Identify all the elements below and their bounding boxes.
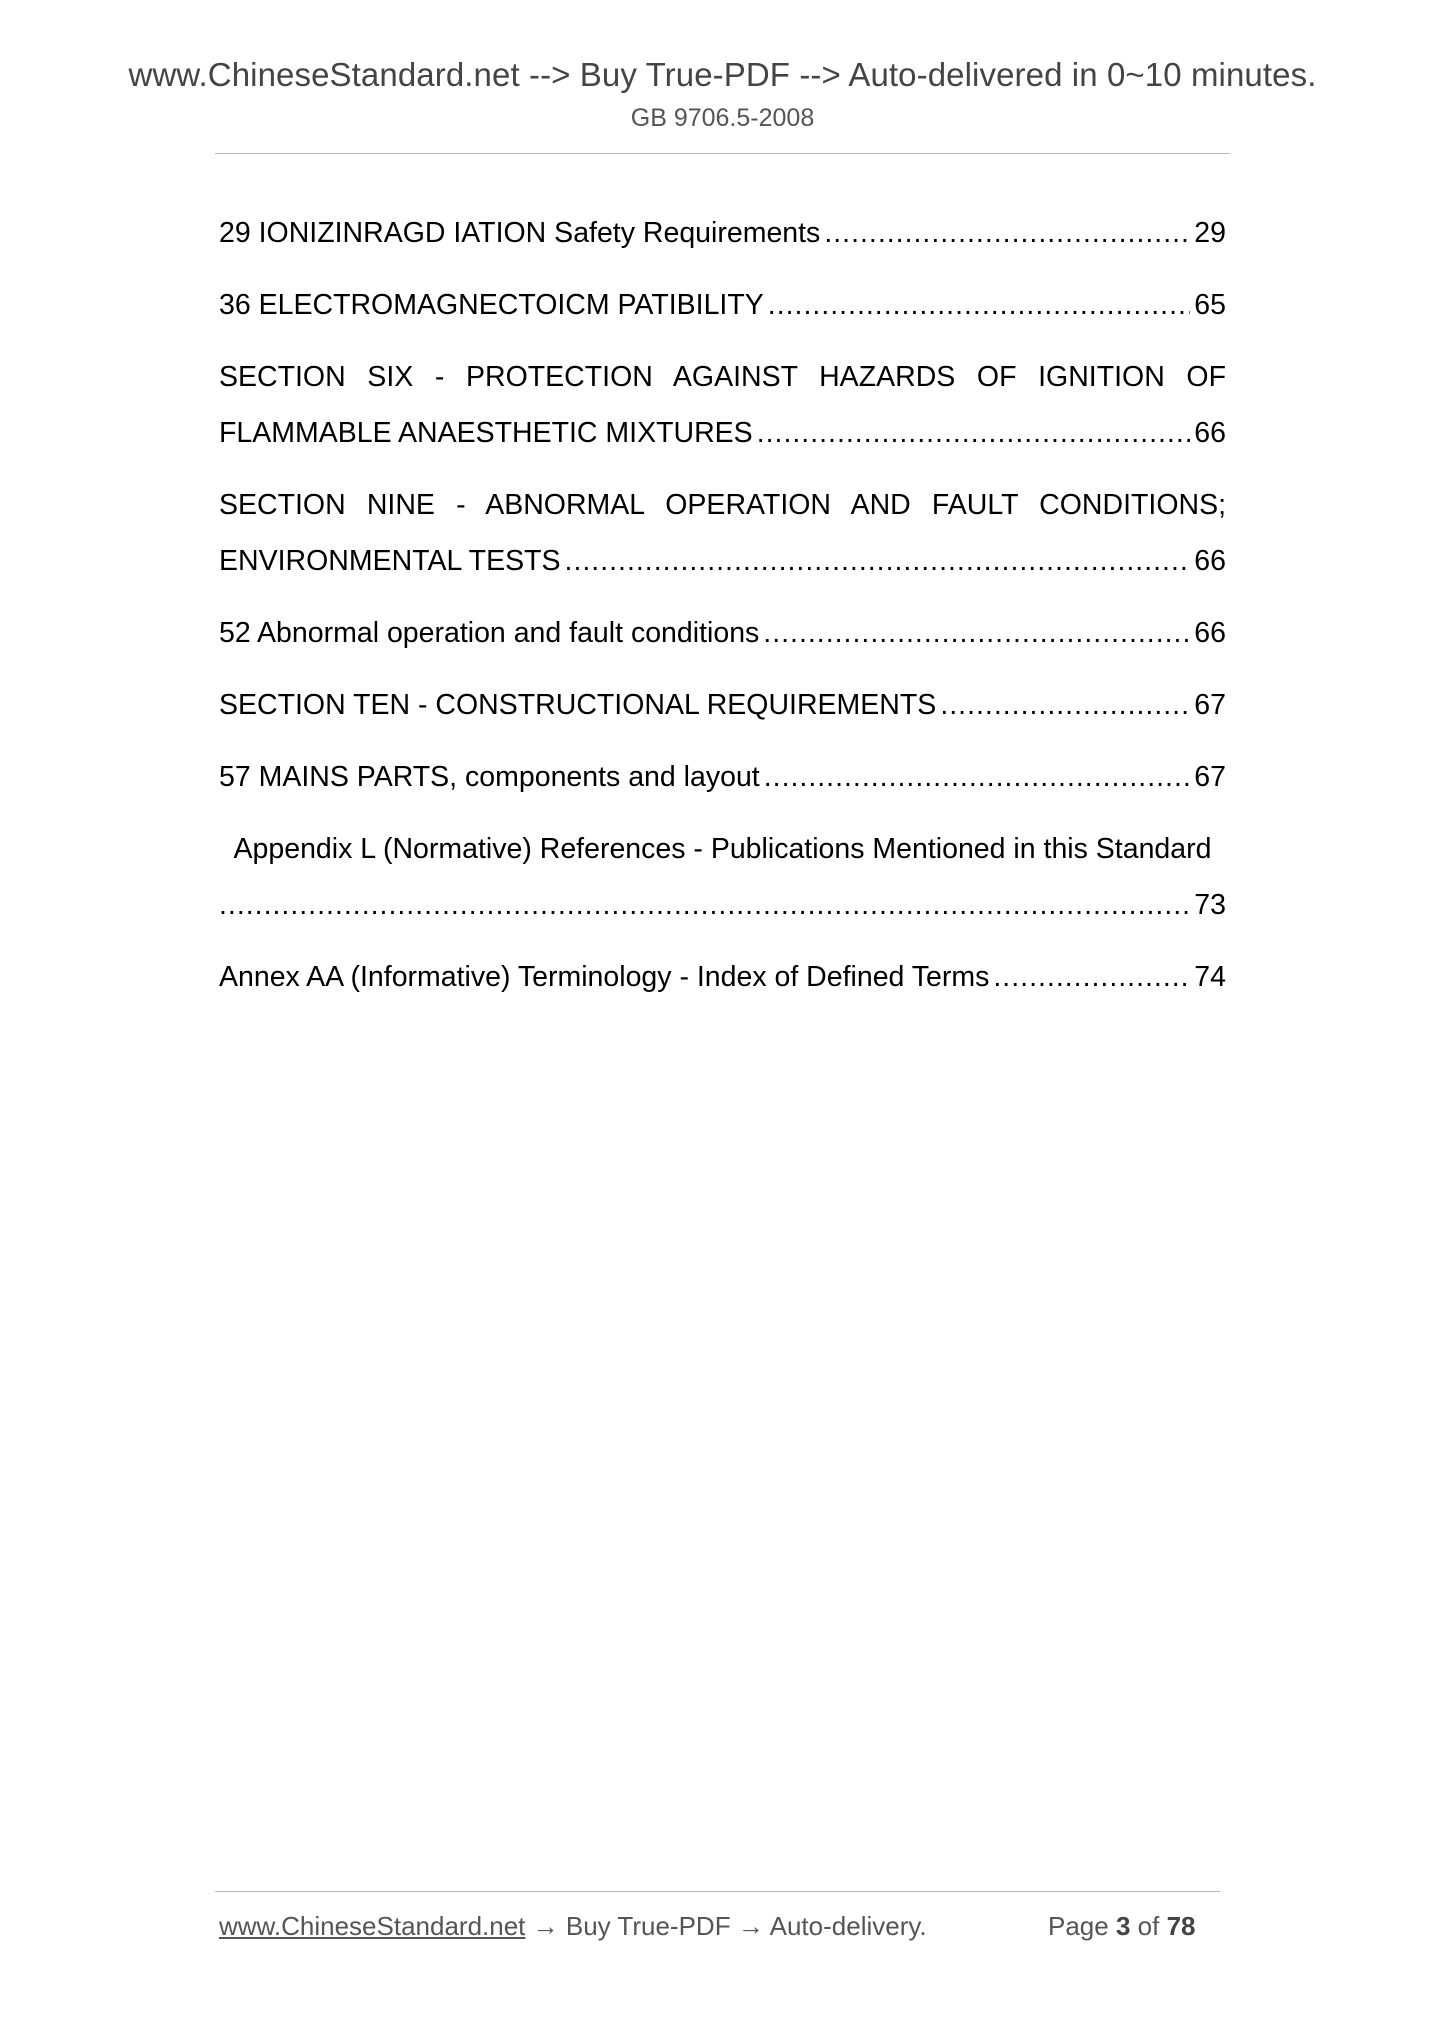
- header-banner: www.ChineseStandard.net --> Buy True-PDF --> Auto-delivered in 0~10 minutes.: [128, 56, 1317, 93]
- toc-entry-mains-parts[interactable]: [219, 749, 1226, 805]
- toc-entry-title: SECTION TEN - CONSTRUCTIONAL REQUIREMENTS: [219, 689, 937, 721]
- page-indicator: [1048, 1911, 1196, 1942]
- toc-entry-page: 65: [1194, 289, 1226, 321]
- toc-entry-page: 66: [1194, 545, 1226, 577]
- toc-entry-title-line2: FLAMMABLE ANAESTHETIC MIXTURES: [219, 417, 753, 449]
- website-link[interactable]: www.ChineseStandard.net: [219, 1911, 526, 1941]
- toc-leader-dots: [219, 877, 1190, 933]
- toc-entry-ionizing-radiation[interactable]: [219, 205, 1226, 261]
- toc-entry-appendix-l[interactable]: [219, 821, 1226, 933]
- toc-entry-section-nine[interactable]: [219, 477, 1226, 589]
- toc-leader-dots: [993, 949, 1190, 1005]
- toc-entry-section-ten[interactable]: [219, 677, 1226, 733]
- toc-leader-dots: [763, 605, 1190, 661]
- toc-entry-title-line2: ENVIRONMENTAL TESTS: [219, 545, 561, 577]
- toc-entry-title-line1: SECTION NINE - ABNORMAL OPERATION AND FAULT CONDITIONS;: [219, 489, 1226, 521]
- toc-entry-page: 29: [1194, 217, 1226, 249]
- footer-divider: [215, 1891, 1220, 1892]
- toc-entry-title: 52 Abnormal operation and fault conditions: [219, 617, 760, 649]
- toc-leader-dots: [768, 277, 1191, 333]
- toc-entry-title-line1: Appendix L (Normative) References - Publications Mentioned in this Standard: [233, 833, 1212, 865]
- standard-number: GB 9706.5-2008: [630, 104, 815, 132]
- toc-entry-title-line1: SECTION SIX - PROTECTION AGAINST HAZARDS OF IGNITION OF: [219, 361, 1226, 393]
- toc-entry-abnormal-operation[interactable]: [219, 605, 1226, 661]
- current-page-number: 3: [1115, 1911, 1131, 1941]
- toc-entry-title: Annex AA (Informative) Terminology - Index of Defined Terms: [219, 961, 990, 993]
- toc-leader-dots: [757, 405, 1191, 461]
- toc-entry-page: 73: [1194, 889, 1226, 921]
- toc-leader-dots: [940, 677, 1190, 733]
- arrow-right-icon: →: [737, 1911, 764, 1941]
- toc-entry-title: 29 IONIZINRAGD IATION Safety Requirements: [219, 217, 821, 249]
- auto-delivery-text: Auto-delivery.: [769, 1911, 927, 1941]
- of-label: of: [1137, 1911, 1160, 1941]
- toc-entry-section-six[interactable]: [219, 349, 1226, 461]
- table-of-contents: [219, 205, 1226, 1021]
- toc-entry-annex-aa[interactable]: [219, 949, 1226, 1005]
- toc-entry-title: 36 ELECTROMAGNECTOICM PATIBILITY: [219, 289, 764, 321]
- toc-entry-page: 66: [1194, 417, 1226, 449]
- header-divider: [215, 153, 1230, 154]
- buy-true-pdf-text: Buy True-PDF: [565, 1911, 731, 1941]
- toc-leader-dots: [565, 533, 1191, 589]
- toc-entry-title: 57 MAINS PARTS, components and layout: [219, 761, 760, 793]
- toc-leader-dots: [824, 205, 1190, 261]
- toc-entry-electromagnetic-compatibility[interactable]: [219, 277, 1226, 333]
- arrow-right-icon: →: [532, 1911, 559, 1941]
- toc-entry-page: 74: [1194, 961, 1226, 993]
- toc-leader-dots: [764, 749, 1191, 805]
- page-label: Page: [1048, 1911, 1109, 1941]
- total-pages: 78: [1166, 1911, 1196, 1941]
- toc-entry-page: 67: [1194, 689, 1226, 721]
- toc-entry-page: 67: [1194, 761, 1226, 793]
- toc-entry-page: 66: [1194, 617, 1226, 649]
